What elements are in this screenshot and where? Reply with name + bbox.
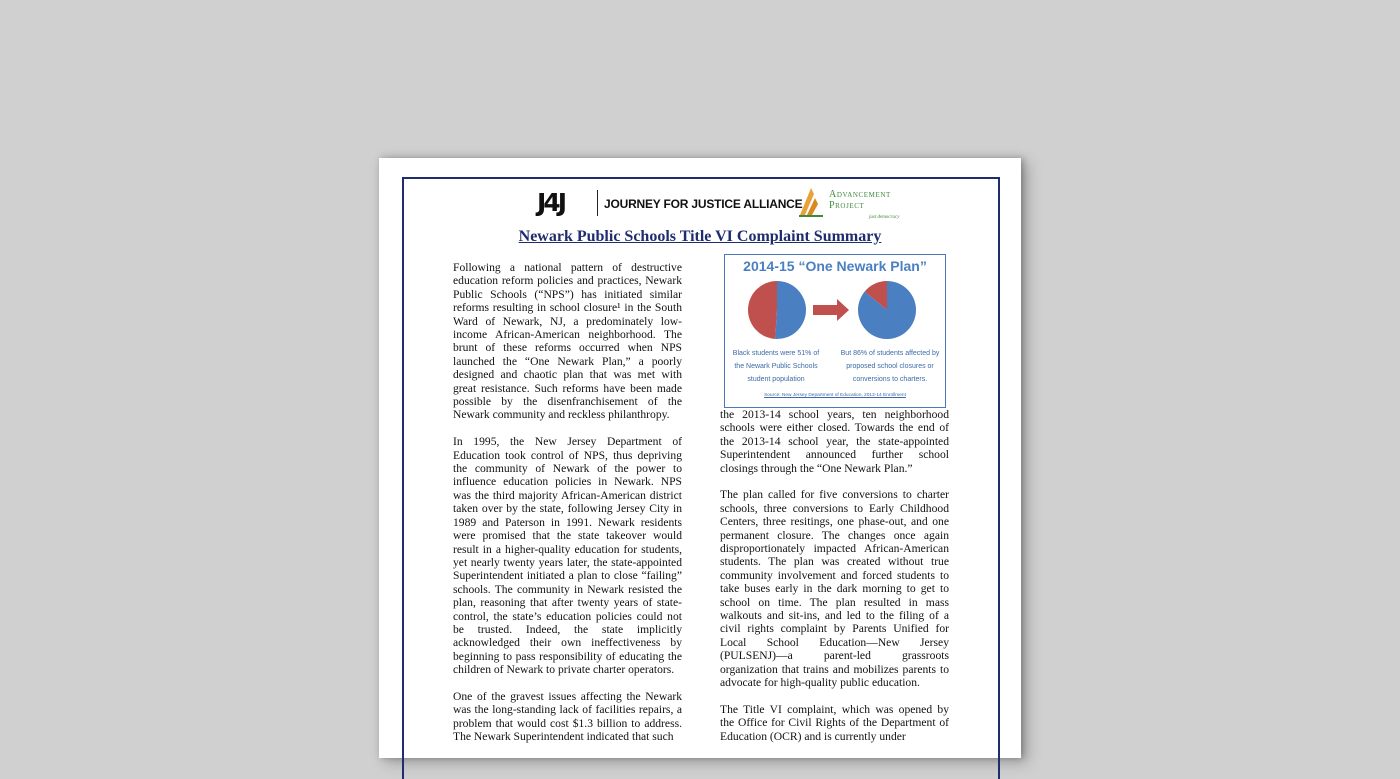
infographic-caption-left: Black students were 51% of the Newark Public Schools student population [732,350,820,383]
advancement-project-tagline: just democracy [869,215,900,220]
pie-slice-non-affected [748,281,777,339]
arrow-icon [813,299,849,321]
jfj-logo-text: JOURNEY FOR JUSTICE ALLIANCE [604,197,803,211]
infographic-title: 2014-15 “One Newark Plan” [743,258,927,274]
paragraph: Following a national pattern of destructive education reform policies and practices, Newark Public Schools (“NPS”) has initiated similar reforms resulting in school closure¹ in the South Ward of Newark, NJ, a predominately low-income African-American neighborhood. The brunt of these reforms occurred when NPS launched the “One Newark Plan,” a poorly designed and chaotic plan that was met with great resistance. Such reforms have been made possible by the disenfranchisement of the Newark community and reckless philanthropy. [453,261,682,422]
right-column [720,408,949,757]
paragraph: the 2013-14 school years, ten neighborhood schools were either closed. Towards the end of the 2013-14 school year, the state-appointed Superintendent announced further school closings through the “One Newark Plan.” [720,408,949,475]
infographic-graphic [725,279,945,345]
jfj-logo-mark: J4J [537,188,564,217]
advancement-project-name: Advancement Project [829,189,891,211]
advancement-project-logo [795,183,925,227]
document-page [379,158,1021,758]
header-logos [537,187,917,221]
infographic-caption-right: But 86% of students affected by proposed school closures or conversions to charters. [840,350,940,383]
pie-chart-before [748,281,806,339]
document-title: Newark Public Schools Title VI Complaint Summary [518,228,882,245]
one-newark-plan-infographic [724,254,946,408]
paragraph: One of the gravest issues affecting the Newark was the long-standing lack of facilities repairs, a problem that would cost $1.3 billion to address. The Newark Superintendent indicated that such [453,689,682,744]
paragraph: In 1995, the New Jersey Department of Education took control of NPS, thus depriving the community of Newark of the power to influence education policies in Newark. NPS was the third majority African-American district taken over by the state, following Jersey City in 1989 and Paterson in 1991. Newark residents were promised that the state takeover would result in a higher-quality education for students, yet nearly twenty years later, the state-appointed Superintendent initiated a plan to close “failing” schools. The community in Newark resisted the plan, reasoning that after twenty years of state-control, the state’s education policies could not be trusted. Indeed, the state implicitly acknowledged their own ineffectiveness by beginning to pass responsibility of educating the children of Newark to private charter operators. [453,435,682,677]
infographic-source: Source: New Jersey Department of Education, 2013-14 Enrollment [764,393,906,398]
paragraph: The Title VI complaint, which was opened by the Office for Civil Rights of the Department of Education (OCR) and is currently under [720,702,949,743]
pie-chart-after [858,281,916,339]
advancement-project-icon [797,185,825,219]
pie-slice-black-students [775,281,806,339]
logo-divider [597,190,598,216]
left-column [453,261,682,757]
paragraph: The plan called for five conversions to charter schools, three conversions to Early Childhood Centers, three resitings, one phase-out, and one permanent closure. The changes once again disproportionately impacted African-American students. The plan was created without true community involvement and forced students to take buses early in the dark morning to get to school on time. The plan resulted in mass walkouts and sit-ins, and led to the filing of a civil rights complaint by Parents Unified for Local School Education—New Jersey (PULSENJ)—a parent-led grassroots organization that trains and mobilizes parents to advocate for high-quality public education. [720,488,949,690]
